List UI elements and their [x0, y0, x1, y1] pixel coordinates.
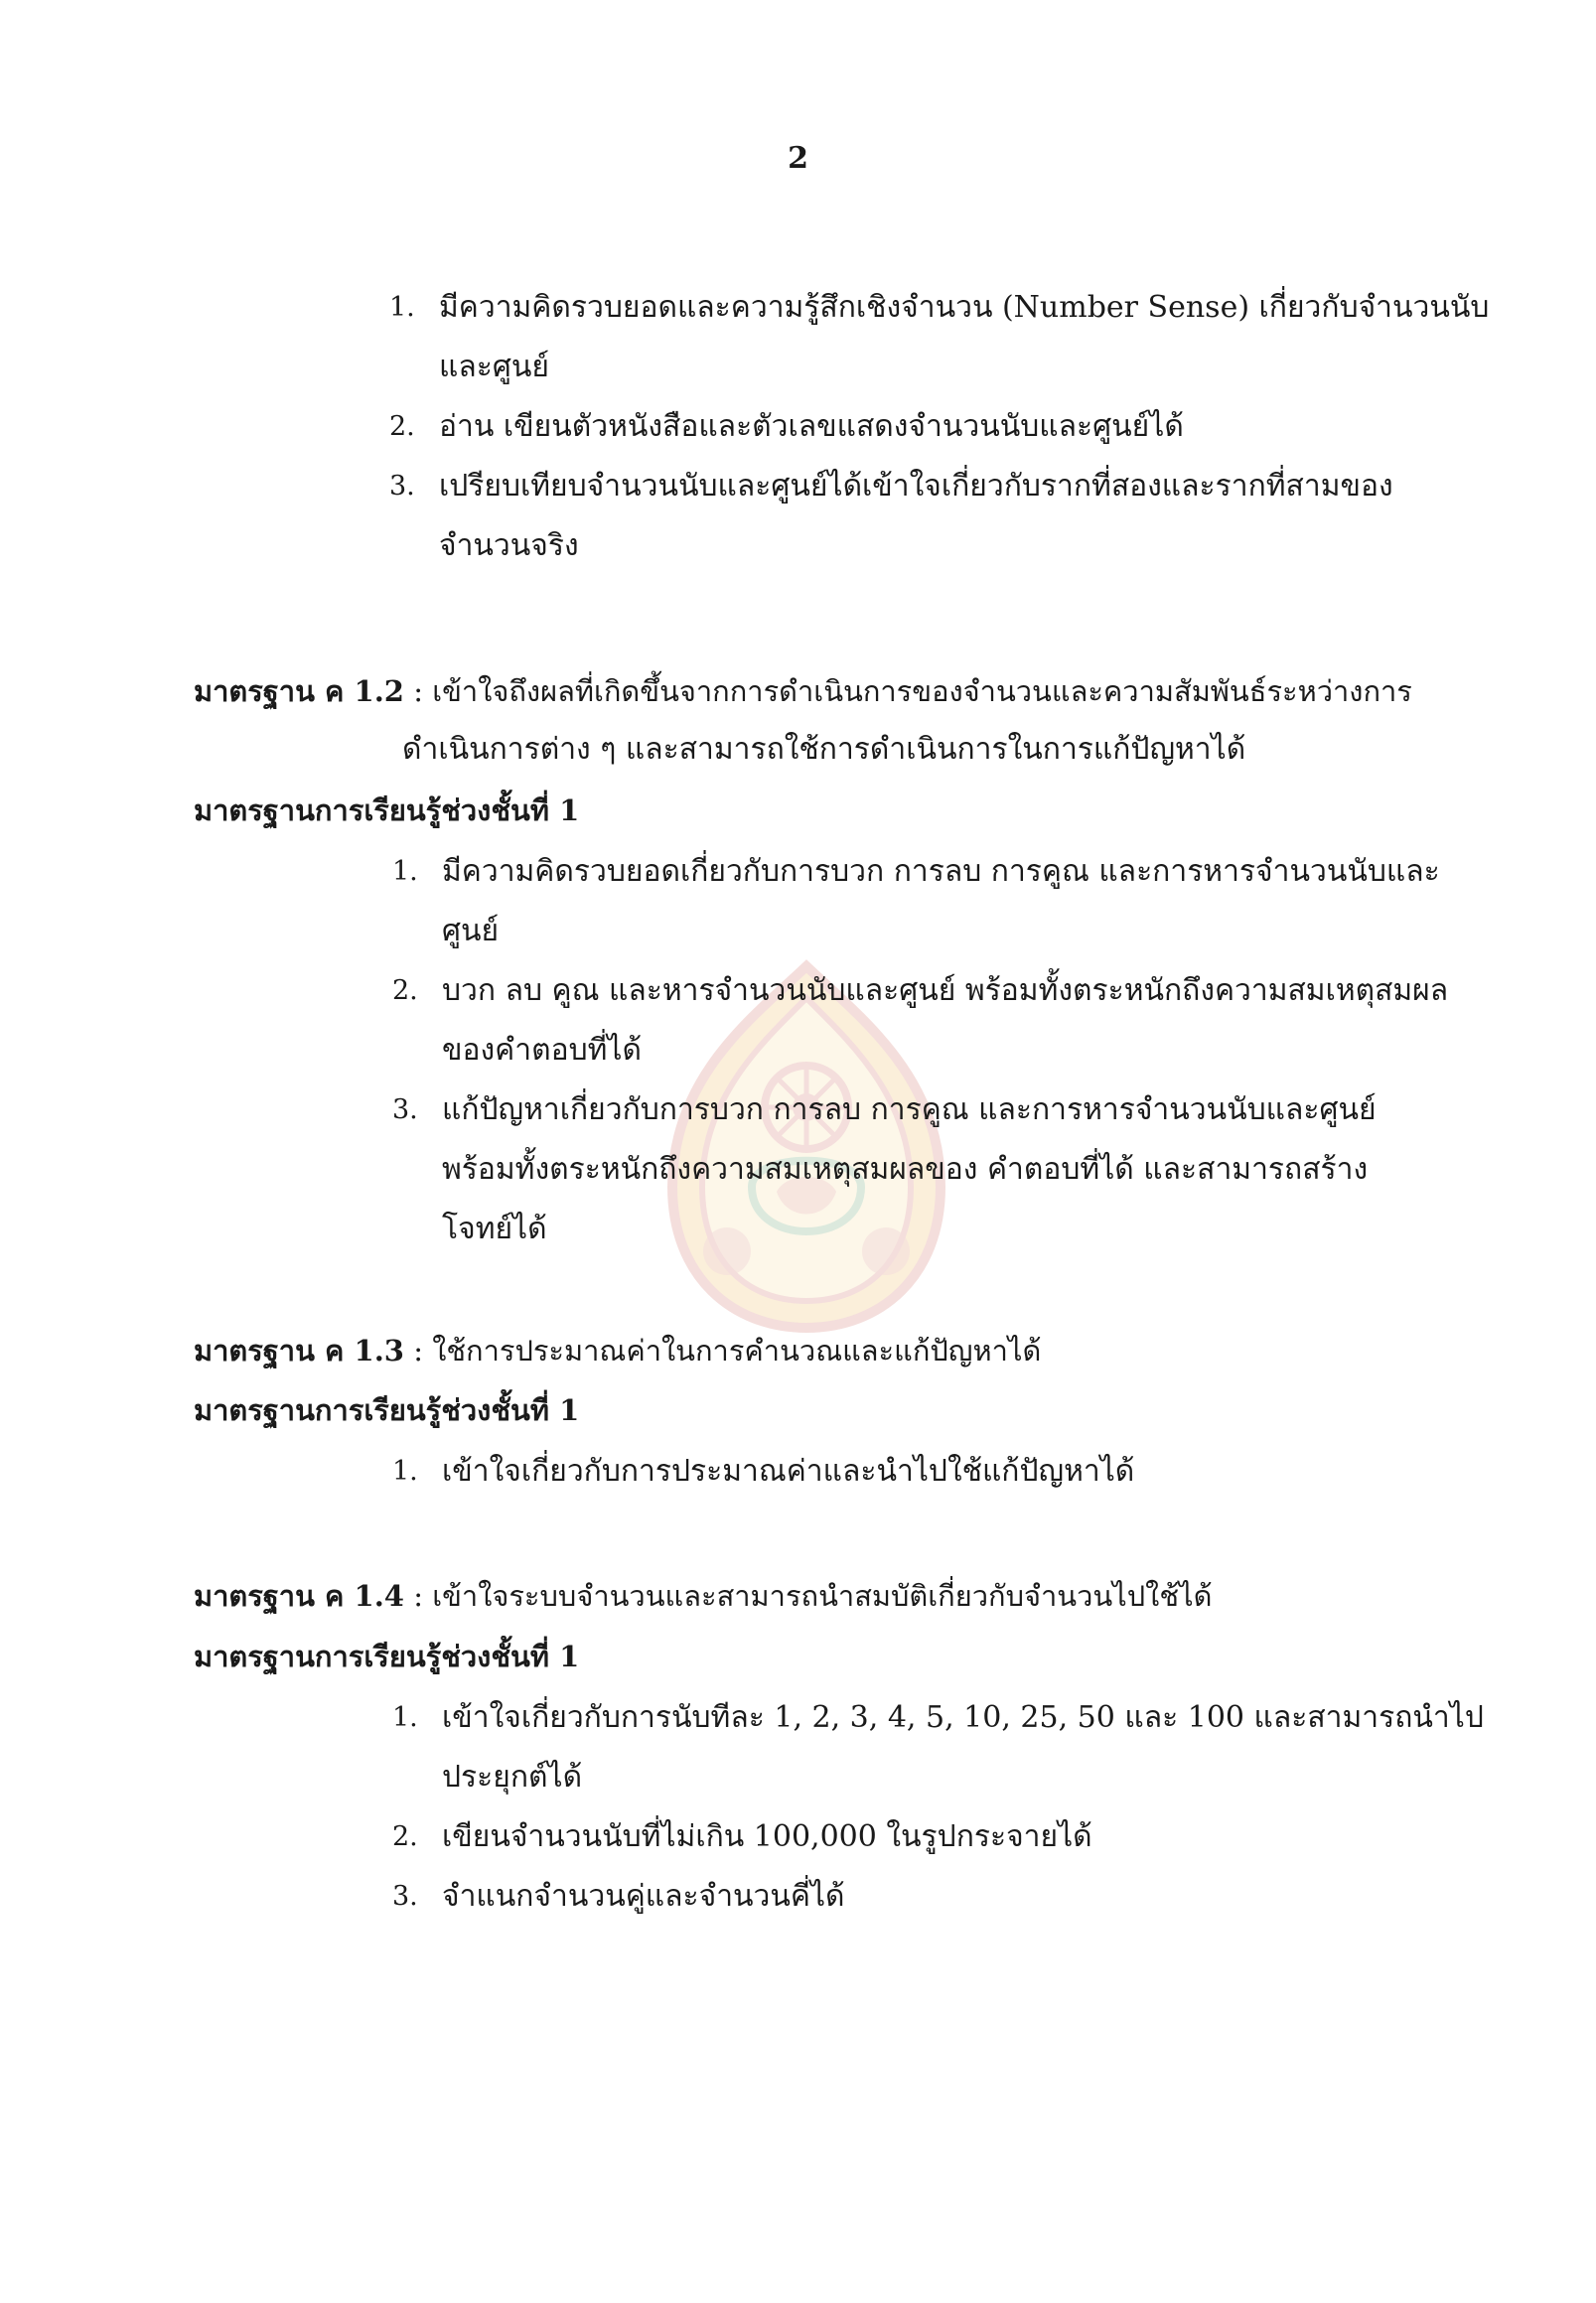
- standard-heading: [194, 671, 1412, 711]
- standard-text: ใช้การประมาณค่าในการคำนวณและแก้ปัญหาได้: [432, 1334, 1042, 1367]
- list-item-text: บวก ลบ คูณ และหารจำนวนนับและศูนย์ พร้อมทั้งตระหนักถึงความสมเหตุสมผล: [442, 973, 1449, 1008]
- standard-code: มาตรฐาน ค 1.4: [194, 1579, 404, 1613]
- standard-code: มาตรฐาน ค 1.2: [194, 674, 404, 708]
- list-item-text: อ่าน เขียนตัวหนังสือและตัวเลขแสดงจำนวนนับและศูนย์ได้: [439, 409, 1184, 444]
- learning-standard-title: มาตรฐานการเรียนรู้ช่วงชั้นที่ 1: [194, 793, 580, 827]
- list-item-number: 3.: [392, 1881, 418, 1912]
- standard-heading: [194, 1331, 1041, 1370]
- standard-colon: :: [413, 1579, 423, 1613]
- list-item-text-cont: โจทย์ได้: [442, 1212, 547, 1246]
- list-item-number: 2.: [392, 1821, 418, 1852]
- standard-colon: :: [413, 674, 423, 708]
- list-item-text: จำแนกจำนวนคู่และจำนวนคี่ได้: [442, 1879, 845, 1914]
- list-item-number: 1.: [389, 292, 415, 323]
- list-item-text-cont: ของคำตอบที่ได้: [442, 1033, 642, 1068]
- list-item-number: 2.: [392, 975, 418, 1006]
- list-item-text-cont: และศูนย์: [439, 350, 549, 384]
- list-item-number: 3.: [389, 471, 415, 502]
- list-item-text: เข้าใจเกี่ยวกับการนับทีละ 1, 2, 3, 4, 5, 10, 25, 50 และ 100 และสามารถนำไป: [442, 1700, 1484, 1735]
- list-item-text-cont: ศูนย์: [442, 914, 500, 948]
- list-item-text-cont: พร้อมทั้งตระหนักถึงความสมเหตุสมผลของ คำตอบที่ได้ และสามารถสร้าง: [442, 1152, 1369, 1187]
- standard-text-cont: ดำเนินการต่าง ๆ และสามารถใช้การดำเนินการในการแก้ปัญหาได้: [402, 732, 1246, 767]
- list-item-text: เข้าใจเกี่ยวกับการประมาณค่าและนำไปใช้แก้ปัญหาได้: [442, 1454, 1135, 1489]
- list-item-text: มีความคิดรวบยอดและความรู้สึกเชิงจำนวน (Number Sense) เกี่ยวกับจำนวนนับ: [439, 290, 1490, 325]
- seal-watermark-icon: [657, 958, 955, 1336]
- list-item-text: แก้ปัญหาเกี่ยวกับการบวก การลบ การคูณ และการหารจำนวนนับและศูนย์: [442, 1092, 1377, 1127]
- standard-text: เข้าใจระบบจำนวนและสามารถนำสมบัติเกี่ยวกับจำนวนไปใช้ได้: [432, 1579, 1213, 1613]
- list-item-number: 3.: [392, 1094, 418, 1125]
- list-item-text-cont: ประยุกต์ได้: [442, 1760, 583, 1795]
- list-item-number: 1.: [392, 856, 418, 887]
- standard-code: มาตรฐาน ค 1.3: [194, 1334, 404, 1367]
- list-item-text: เขียนจำนวนนับที่ไม่เกิน 100,000 ในรูปกระจายได้: [442, 1819, 1092, 1854]
- list-item-number: 1.: [392, 1456, 418, 1487]
- page-number: 2: [788, 141, 808, 176]
- list-item-number: 2.: [389, 411, 415, 442]
- standard-colon: :: [413, 1334, 423, 1367]
- list-item-number: 1.: [392, 1702, 418, 1733]
- standard-heading: [194, 1576, 1212, 1616]
- standard-text: เข้าใจถึงผลที่เกิดขึ้นจากการดำเนินการของจำนวนและความสัมพันธ์ระหว่างการ: [432, 674, 1412, 708]
- list-item-text-cont: จำนวนจริง: [439, 528, 579, 563]
- list-item-text: เปรียบเทียบจำนวนนับและศูนย์ได้เข้าใจเกี่ยวกับรากที่สองและรากที่สามของ: [439, 469, 1393, 504]
- learning-standard-title: มาตรฐานการเรียนรู้ช่วงชั้นที่ 1: [194, 1393, 580, 1427]
- list-item-text: มีความคิดรวบยอดเกี่ยวกับการบวก การลบ การคูณ และการหารจำนวนนับและ: [442, 854, 1440, 889]
- learning-standard-title: มาตรฐานการเรียนรู้ช่วงชั้นที่ 1: [194, 1640, 580, 1673]
